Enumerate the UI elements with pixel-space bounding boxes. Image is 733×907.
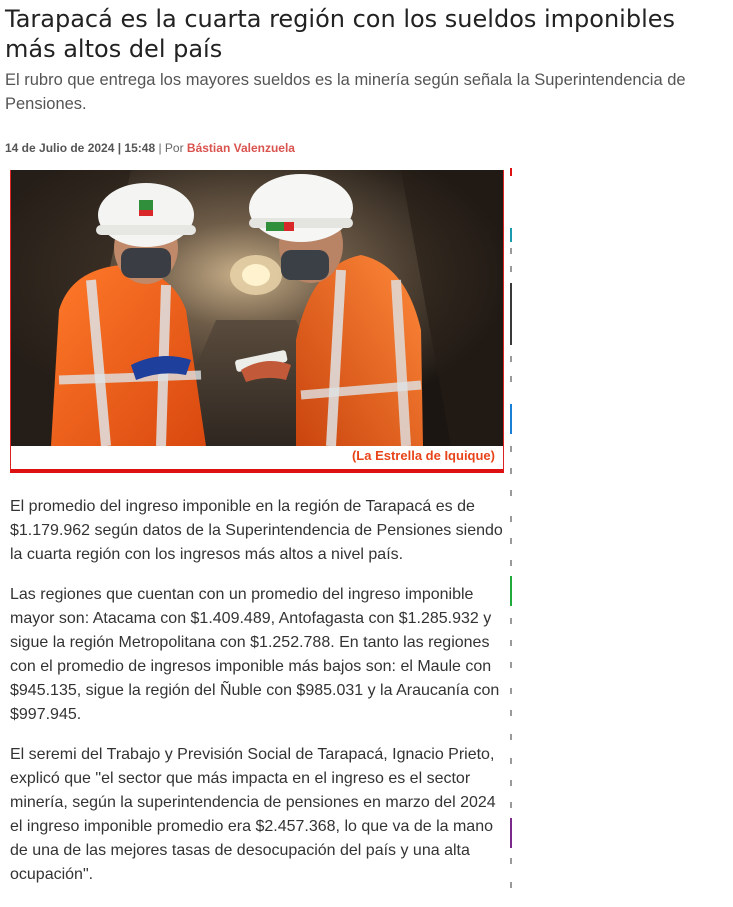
sidebar-fragment bbox=[510, 734, 512, 740]
sidebar-fragment bbox=[510, 490, 512, 496]
sidebar-fragment bbox=[510, 618, 512, 624]
sidebar-accent-teal bbox=[510, 228, 512, 242]
byline-separator: | bbox=[114, 141, 125, 155]
sidebar-fragment bbox=[510, 858, 512, 864]
sidebar-fragment bbox=[510, 802, 512, 808]
article-photo-frame bbox=[10, 170, 504, 473]
sidebar-fragment bbox=[510, 758, 512, 764]
sidebar-fragment bbox=[510, 266, 512, 272]
sidebar-fragment bbox=[510, 882, 512, 888]
article-paragraph: El seremi del Trabajo y Previsión Social de Tarapacá, Ignacio Prieto, explicó que "el sector que más impacta en el ingreso es el sector minería, según la superintendencia de pensiones en marzo del 2024 el ingreso imponible promedio era $2.457.368, lo que va de la mano de una de las mejores tasas de desocupación del país y una alta ocupación". bbox=[10, 746, 496, 883]
article-body bbox=[10, 495, 505, 903]
byline-by-prefix: | Por bbox=[155, 141, 187, 155]
sidebar-fragment bbox=[510, 356, 512, 362]
sidebar-fragment bbox=[510, 248, 512, 254]
sidebar-fragment bbox=[510, 710, 512, 716]
article-byline bbox=[5, 140, 295, 156]
publish-date: 14 de Julio de 2024 bbox=[5, 141, 115, 155]
photo-caption: (La Estrella de Iquique) bbox=[351, 448, 495, 463]
article-headline: Tarapacá es la cuarta región con los sueldos imponibles más altos del país bbox=[5, 5, 676, 63]
miners-photo[interactable] bbox=[11, 170, 503, 446]
sidebar-accent-red bbox=[510, 168, 512, 176]
sidebar-fragment bbox=[510, 538, 512, 544]
sidebar-fragment bbox=[510, 376, 512, 382]
sidebar-accent-purple bbox=[510, 818, 512, 848]
sidebar-fragment bbox=[510, 468, 512, 474]
article-paragraph: El promedio del ingreso imponible en la región de Tarapacá es de $1.179.962 según datos de la Superintendencia de Pensiones siendo la cuarta región con los ingresos más altos a nivel país. bbox=[10, 498, 503, 563]
sidebar-fragment bbox=[510, 662, 512, 668]
sidebar-fragment bbox=[510, 516, 512, 522]
publish-time: 15:48 bbox=[124, 141, 156, 155]
sidebar-fragment bbox=[510, 640, 512, 646]
sidebar-fragment bbox=[510, 446, 512, 452]
miners-illustration bbox=[11, 170, 503, 446]
article-paragraph: Las regiones que cuentan con un promedio del ingreso imponible mayor son: Atacama con $1.409.489, Antofagasta con $1.285.932 y sigue la región Metropolitana con $1.252.788. En tanto las regiones con el promedio de ingresos imponible más bajos son: el Maule con $945.135, sigue la región del Ñuble con $985.031 y la Araucanía con $997.945. bbox=[10, 586, 500, 723]
sidebar-fragment bbox=[510, 688, 512, 694]
sidebar-fragment bbox=[510, 560, 512, 566]
article-subtitle: El rubro que entrega los mayores sueldos es la minería según señala la Superintendencia de Pensiones. bbox=[5, 71, 686, 113]
sidebar-accent-blue bbox=[510, 404, 512, 434]
sidebar-accent-green bbox=[510, 576, 512, 606]
author-link[interactable]: Bástian Valenzuela bbox=[186, 141, 295, 155]
sidebar-fragment bbox=[510, 780, 512, 786]
sidebar-thumbnail-edge bbox=[510, 283, 512, 345]
